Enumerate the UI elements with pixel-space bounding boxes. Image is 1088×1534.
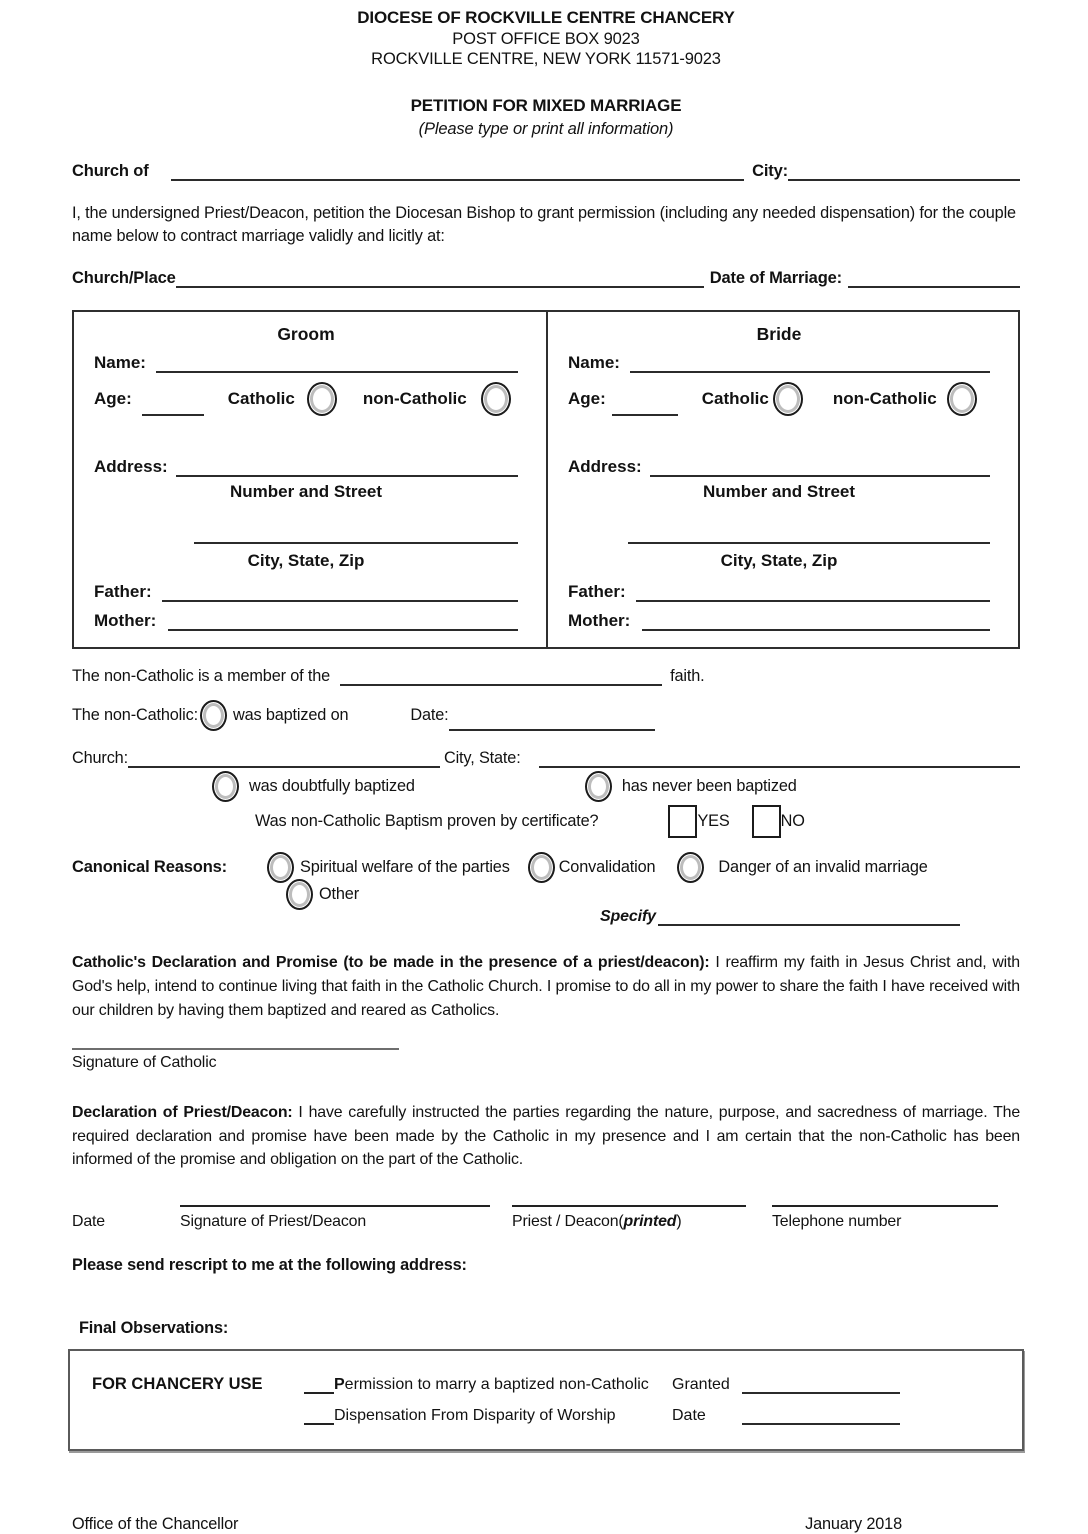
- never-baptized-label: has never been baptized: [621, 777, 797, 796]
- city-state-zip-caption: City, State, Zip: [720, 551, 838, 571]
- parties-table: [72, 310, 1020, 649]
- permission-label: ermission to marry a baptized non-Catholic: [344, 1376, 649, 1394]
- form-title: PETITION FOR MIXED MARRIAGE: [410, 95, 682, 115]
- granted-row: [672, 1376, 1002, 1394]
- rescript-instruction: Please send rescript to me at the following address:: [72, 1256, 467, 1275]
- bride-column: [546, 312, 1018, 647]
- priest-declaration-heading: Declaration of Priest/Deacon:: [72, 1103, 293, 1121]
- bride-heading: Bride: [756, 324, 802, 345]
- specify-row: [72, 908, 1020, 926]
- granted-field[interactable]: [742, 1379, 900, 1394]
- groom-catholic-radio[interactable]: [307, 382, 337, 416]
- place-date-row: [72, 269, 1020, 288]
- address-label: Address:: [568, 457, 642, 477]
- spiritual-welfare-label: Spiritual welfare of the parties: [300, 858, 510, 877]
- certificate-question: Was non-Catholic Baptism proven by certificate?: [255, 812, 599, 831]
- church-city-row: [72, 162, 1020, 181]
- faith-suffix: faith.: [670, 667, 705, 686]
- other-radio[interactable]: [286, 879, 313, 910]
- doubtfully-baptized-label: was doubtfully baptized: [249, 777, 415, 796]
- priest-signature-field[interactable]: [180, 1205, 490, 1231]
- chancery-date-row: [672, 1407, 1002, 1425]
- permission-option-row: [304, 1376, 672, 1394]
- number-street-caption: Number and Street: [702, 482, 856, 502]
- petition-statement: I, the undersigned Priest/Deacon, petition the Diocesan Bishop to grant permission (including any needed dispensation) for the couple name below to contract marriage validly and licitly at:: [72, 203, 1016, 245]
- groom-address-row: [94, 457, 518, 477]
- priest-printed-word: printed: [623, 1213, 677, 1231]
- age-label: Age:: [568, 389, 606, 409]
- bride-name-field[interactable]: [630, 358, 990, 373]
- church-place-field[interactable]: [176, 273, 704, 288]
- baptized-row: [72, 700, 1020, 731]
- priest-printed-name-field[interactable]: [512, 1205, 746, 1231]
- certificate-yes-label: YES: [697, 812, 730, 831]
- certificate-row: [72, 805, 1020, 838]
- bride-mother-field[interactable]: [642, 616, 990, 631]
- final-observations-label: Final Observations:: [79, 1319, 229, 1338]
- mother-label: Mother:: [94, 611, 157, 631]
- father-label: Father:: [568, 582, 626, 602]
- church-place-label: Church/Place: [72, 269, 176, 288]
- non-catholic-label: non-Catholic: [832, 389, 937, 409]
- groom-father-field[interactable]: [162, 587, 518, 602]
- bride-address-field[interactable]: [650, 462, 990, 477]
- faith-prefix: The non-Catholic is a member of the: [72, 667, 331, 686]
- dispensation-checkline[interactable]: [304, 1411, 334, 1425]
- footer-date: January 2018: [805, 1515, 902, 1534]
- baptized-prefix: The non-Catholic:: [72, 706, 198, 725]
- address-label: Address:: [94, 457, 168, 477]
- catholic-signature-label: Signature of Catholic: [72, 1053, 217, 1071]
- priest-printed-suffix: ): [676, 1213, 682, 1231]
- bride-age-row: [568, 382, 990, 416]
- catholic-declaration-heading: Catholic's Declaration and Promise (to be made in the presence of a priest/deacon):: [72, 954, 710, 972]
- church-of-label: Church of: [72, 161, 149, 180]
- groom-heading: Groom: [277, 324, 335, 345]
- baptism-city-state-field[interactable]: [539, 753, 1020, 768]
- baptized-date-label: Date:: [410, 706, 449, 725]
- city-state-line: ROCKVILLE CENTRE, NEW YORK 11571-9023: [371, 49, 721, 68]
- certificate-no-label: NO: [780, 812, 805, 831]
- baptized-date-field[interactable]: [449, 716, 655, 731]
- baptism-church-row: [72, 749, 1020, 768]
- groom-mother-field[interactable]: [168, 616, 518, 631]
- groom-column: [74, 312, 546, 647]
- catholic-label: Catholic: [701, 389, 769, 409]
- catholic-declaration-body: I reaffirm my faith in Jesus Christ and, with God's help, intend to continue living that faith in the Catholic Church. I promise to do all in my power to share the faith I have received with our children by having them baptized and reared as Catholics.: [72, 954, 1020, 1019]
- father-label: Father:: [94, 582, 152, 602]
- other-reason-row: [72, 879, 1020, 910]
- name-label: Name:: [94, 353, 146, 373]
- po-box-line: POST OFFICE BOX 9023: [452, 29, 640, 48]
- number-street-caption: Number and Street: [229, 482, 383, 502]
- bride-father-field[interactable]: [636, 587, 990, 602]
- bride-name-row: [568, 353, 990, 373]
- date-of-marriage-label: Date of Marriage:: [709, 269, 842, 288]
- city-label: City:: [752, 161, 788, 180]
- convalidation-radio[interactable]: [528, 852, 555, 883]
- groom-father-row: [94, 582, 518, 602]
- city-field[interactable]: [788, 166, 1020, 181]
- groom-city-state-zip-field[interactable]: [194, 529, 518, 544]
- baptism-church-label: Church:: [72, 749, 128, 768]
- baptized-option-label: was baptized on: [232, 706, 349, 725]
- catholic-signature-field[interactable]: [72, 1048, 399, 1050]
- faith-row: [72, 667, 1020, 686]
- groom-age-field[interactable]: [142, 401, 204, 416]
- certificate-yes-checkbox[interactable]: [668, 805, 697, 838]
- other-label: Other: [319, 885, 359, 904]
- chancery-date-label: Date: [672, 1407, 706, 1425]
- groom-name-field[interactable]: [156, 358, 518, 373]
- dispensation-option-row: [304, 1407, 672, 1425]
- invalid-marriage-label: Danger of an invalid marriage: [718, 858, 928, 877]
- priest-declaration-body: I have carefully instructed the parties regarding the nature, purpose, and sacredness of marriage. The required declaration and promise have been made by the Catholic in my presence and I am certain that the non-Catholic has been informed of the promise and obligation on the part of the Catholic.: [72, 1103, 1021, 1169]
- dispensation-label: Dispensation From Disparity of Worship: [334, 1407, 616, 1425]
- city-state-zip-caption: City, State, Zip: [247, 551, 365, 571]
- specify-label: Specify: [600, 908, 656, 926]
- form-header: [72, 8, 1020, 139]
- groom-name-row: [94, 353, 518, 373]
- permission-checkline[interactable]: [304, 1380, 334, 1394]
- age-label: Age:: [94, 389, 132, 409]
- priest-signature-label: Signature of Priest/Deacon: [180, 1213, 367, 1231]
- spiritual-welfare-radio[interactable]: [267, 852, 294, 883]
- baptism-options-row: [72, 771, 1020, 802]
- priest-declaration: [72, 1101, 1020, 1173]
- bride-address-row: [568, 457, 990, 477]
- bride-father-row: [568, 582, 990, 602]
- certificate-no-checkbox[interactable]: [752, 805, 781, 838]
- bride-mother-row: [568, 611, 990, 631]
- groom-age-row: [94, 382, 518, 416]
- bride-city-state-zip-field[interactable]: [628, 529, 990, 544]
- canonical-reasons-label: Canonical Reasons:: [72, 858, 228, 877]
- groom-mother-row: [94, 611, 518, 631]
- catholic-label: Catholic: [227, 389, 295, 409]
- baptism-church-field[interactable]: [128, 753, 440, 768]
- catholic-declaration: [72, 951, 1020, 1023]
- diocese-name: DIOCESE OF ROCKVILLE CENTRE CHANCERY: [357, 8, 735, 27]
- telephone-field[interactable]: [772, 1205, 998, 1231]
- bride-age-field[interactable]: [612, 401, 678, 416]
- telephone-label: Telephone number: [772, 1213, 902, 1231]
- bride-non-catholic-radio[interactable]: [947, 382, 977, 416]
- never-baptized-radio[interactable]: [585, 771, 612, 802]
- chancery-date-field[interactable]: [742, 1410, 900, 1425]
- permission-initial: P: [334, 1376, 345, 1394]
- name-label: Name:: [568, 353, 620, 373]
- specify-field[interactable]: [658, 911, 960, 926]
- page-footer: [72, 1515, 1020, 1534]
- chancery-heading: FOR CHANCERY USE: [92, 1375, 263, 1394]
- priest-signature-row: [72, 1205, 1020, 1231]
- baptism-city-state-label: City, State:: [443, 749, 521, 768]
- granted-label: Granted: [672, 1376, 730, 1394]
- groom-non-catholic-radio[interactable]: [481, 382, 511, 416]
- footer-office: Office of the Chancellor: [72, 1515, 239, 1534]
- non-catholic-label: non-Catholic: [362, 389, 467, 409]
- groom-address-field[interactable]: [176, 462, 518, 477]
- convalidation-label: Convalidation: [558, 858, 656, 877]
- date-label: Date: [72, 1213, 105, 1231]
- was-baptized-radio[interactable]: [200, 700, 227, 731]
- form-subtitle: (Please type or print all information): [418, 119, 674, 138]
- priest-printed-prefix: Priest / Deacon(: [512, 1213, 624, 1231]
- faith-field[interactable]: [340, 671, 662, 686]
- chancery-use-box: [68, 1349, 1024, 1451]
- date-of-marriage-field[interactable]: [848, 273, 1020, 288]
- mother-label: Mother:: [568, 611, 631, 631]
- doubtfully-baptized-radio[interactable]: [212, 771, 239, 802]
- church-of-field[interactable]: [171, 166, 745, 181]
- bride-catholic-radio[interactable]: [773, 382, 803, 416]
